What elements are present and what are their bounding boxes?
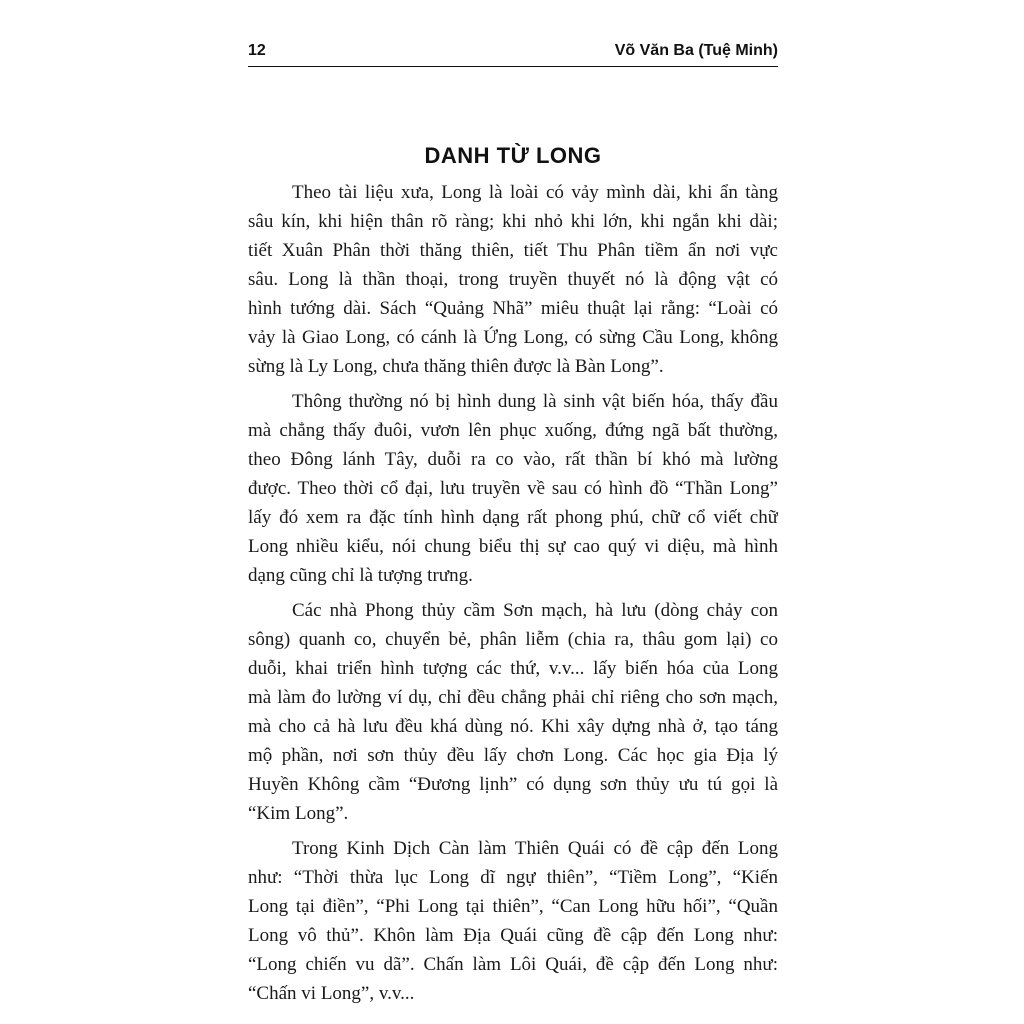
text-line: “Chấn vi Long”, v.v...: [248, 983, 415, 1004]
paragraph: [248, 387, 778, 590]
text-line: tiết Xuân Phân thời thăng thiên, tiết Thu Phân tiềm ẩn nơi vực: [248, 240, 778, 261]
text-line: theo Đông lánh Tây, duỗi ra co vào, rất thần bí khó mà lường: [248, 449, 778, 470]
paragraph: [248, 178, 778, 381]
text-line: Long vô thủ”. Khôn làm Địa Quái cũng đề cập đến Long như:: [248, 925, 778, 946]
text-line: Long tại điền”, “Phi Long tại thiên”, “Can Long hữu hối”, “Quần: [248, 896, 778, 917]
text-line: duỗi, khai triển hình tượng các thứ, v.v... lấy biến hóa của Long: [248, 658, 778, 679]
running-header: [248, 38, 778, 67]
paragraph: [248, 596, 778, 828]
text-line: “Kim Long”.: [248, 803, 349, 824]
text-line: sâu. Long là thần thoại, trong truyền thuyết nó là động vật có: [248, 269, 778, 290]
text-line: Theo tài liệu xưa, Long là loài có vảy mình dài, khi ẩn tàng: [292, 182, 778, 203]
text-line: mộ phần, nơi sơn thủy đều lấy chơn Long. Các học gia Địa lý: [248, 745, 778, 766]
text-line: vảy là Giao Long, có cánh là Ứng Long, có sừng Cầu Long, không: [248, 327, 778, 348]
text-line: mà làm đo lường ví dụ, chỉ đều chẳng phải chỉ riêng cho sơn mạch,: [248, 687, 778, 708]
text-line: Long nhiều kiểu, nói chung biểu thị sự cao quý vi diệu, mà hình: [248, 536, 778, 557]
text-line: mà cho cả hà lưu đều khá dùng nó. Khi xây dựng nhà ở, tạo táng: [248, 716, 778, 737]
text-line: sâu kín, khi hiện thân rõ ràng; khi nhỏ khi lớn, khi ngắn khi dài;: [248, 211, 778, 232]
text-line: sông) quanh co, chuyển bẻ, phân liễm (chia ra, thâu gom lại) co: [248, 629, 778, 650]
text-line: lấy đó xem ra đặc tính hình dạng rất phong phú, chữ cổ viết chữ: [248, 507, 778, 528]
text-line: Huyền Không cầm “Đương lịnh” có dụng sơn thủy ưu tú gọi là: [248, 774, 778, 795]
page-number: 12: [248, 42, 266, 59]
paragraph: [248, 834, 778, 1008]
text-line: mà chẳng thấy đuôi, vươn lên phục xuống, đứng ngã bất thường,: [248, 420, 778, 441]
text-line: Các nhà Phong thủy cầm Sơn mạch, hà lưu (dòng chảy con: [292, 600, 778, 621]
chapter-title: DANH TỪ LONG: [424, 143, 602, 168]
text-line: Trong Kinh Dịch Càn làm Thiên Quái có đề cập đến Long: [292, 838, 778, 859]
text-line: sừng là Ly Long, chưa thăng thiên được là Bàn Long”.: [248, 356, 664, 377]
text-line: được. Theo thời cổ đại, lưu truyền về sau có hình đồ “Thần Long”: [248, 478, 778, 499]
text-line: như: “Thời thừa lục Long dĩ ngự thiên”, “Tiềm Long”, “Kiến: [248, 867, 778, 888]
text-line: dạng cũng chỉ là tượng trưng.: [248, 565, 473, 586]
text-line: “Long chiến vu dã”. Chấn làm Lôi Quái, đề cập đến Long như:: [248, 954, 778, 975]
author-name: Võ Văn Ba (Tuệ Minh): [614, 42, 778, 59]
body-text: [248, 178, 778, 1014]
text-line: Thông thường nó bị hình dung là sinh vật biến hóa, thấy đầu: [292, 391, 778, 412]
text-line: hình tướng dài. Sách “Quảng Nhã” miêu thuật lại rằng: “Loài có: [248, 298, 778, 319]
